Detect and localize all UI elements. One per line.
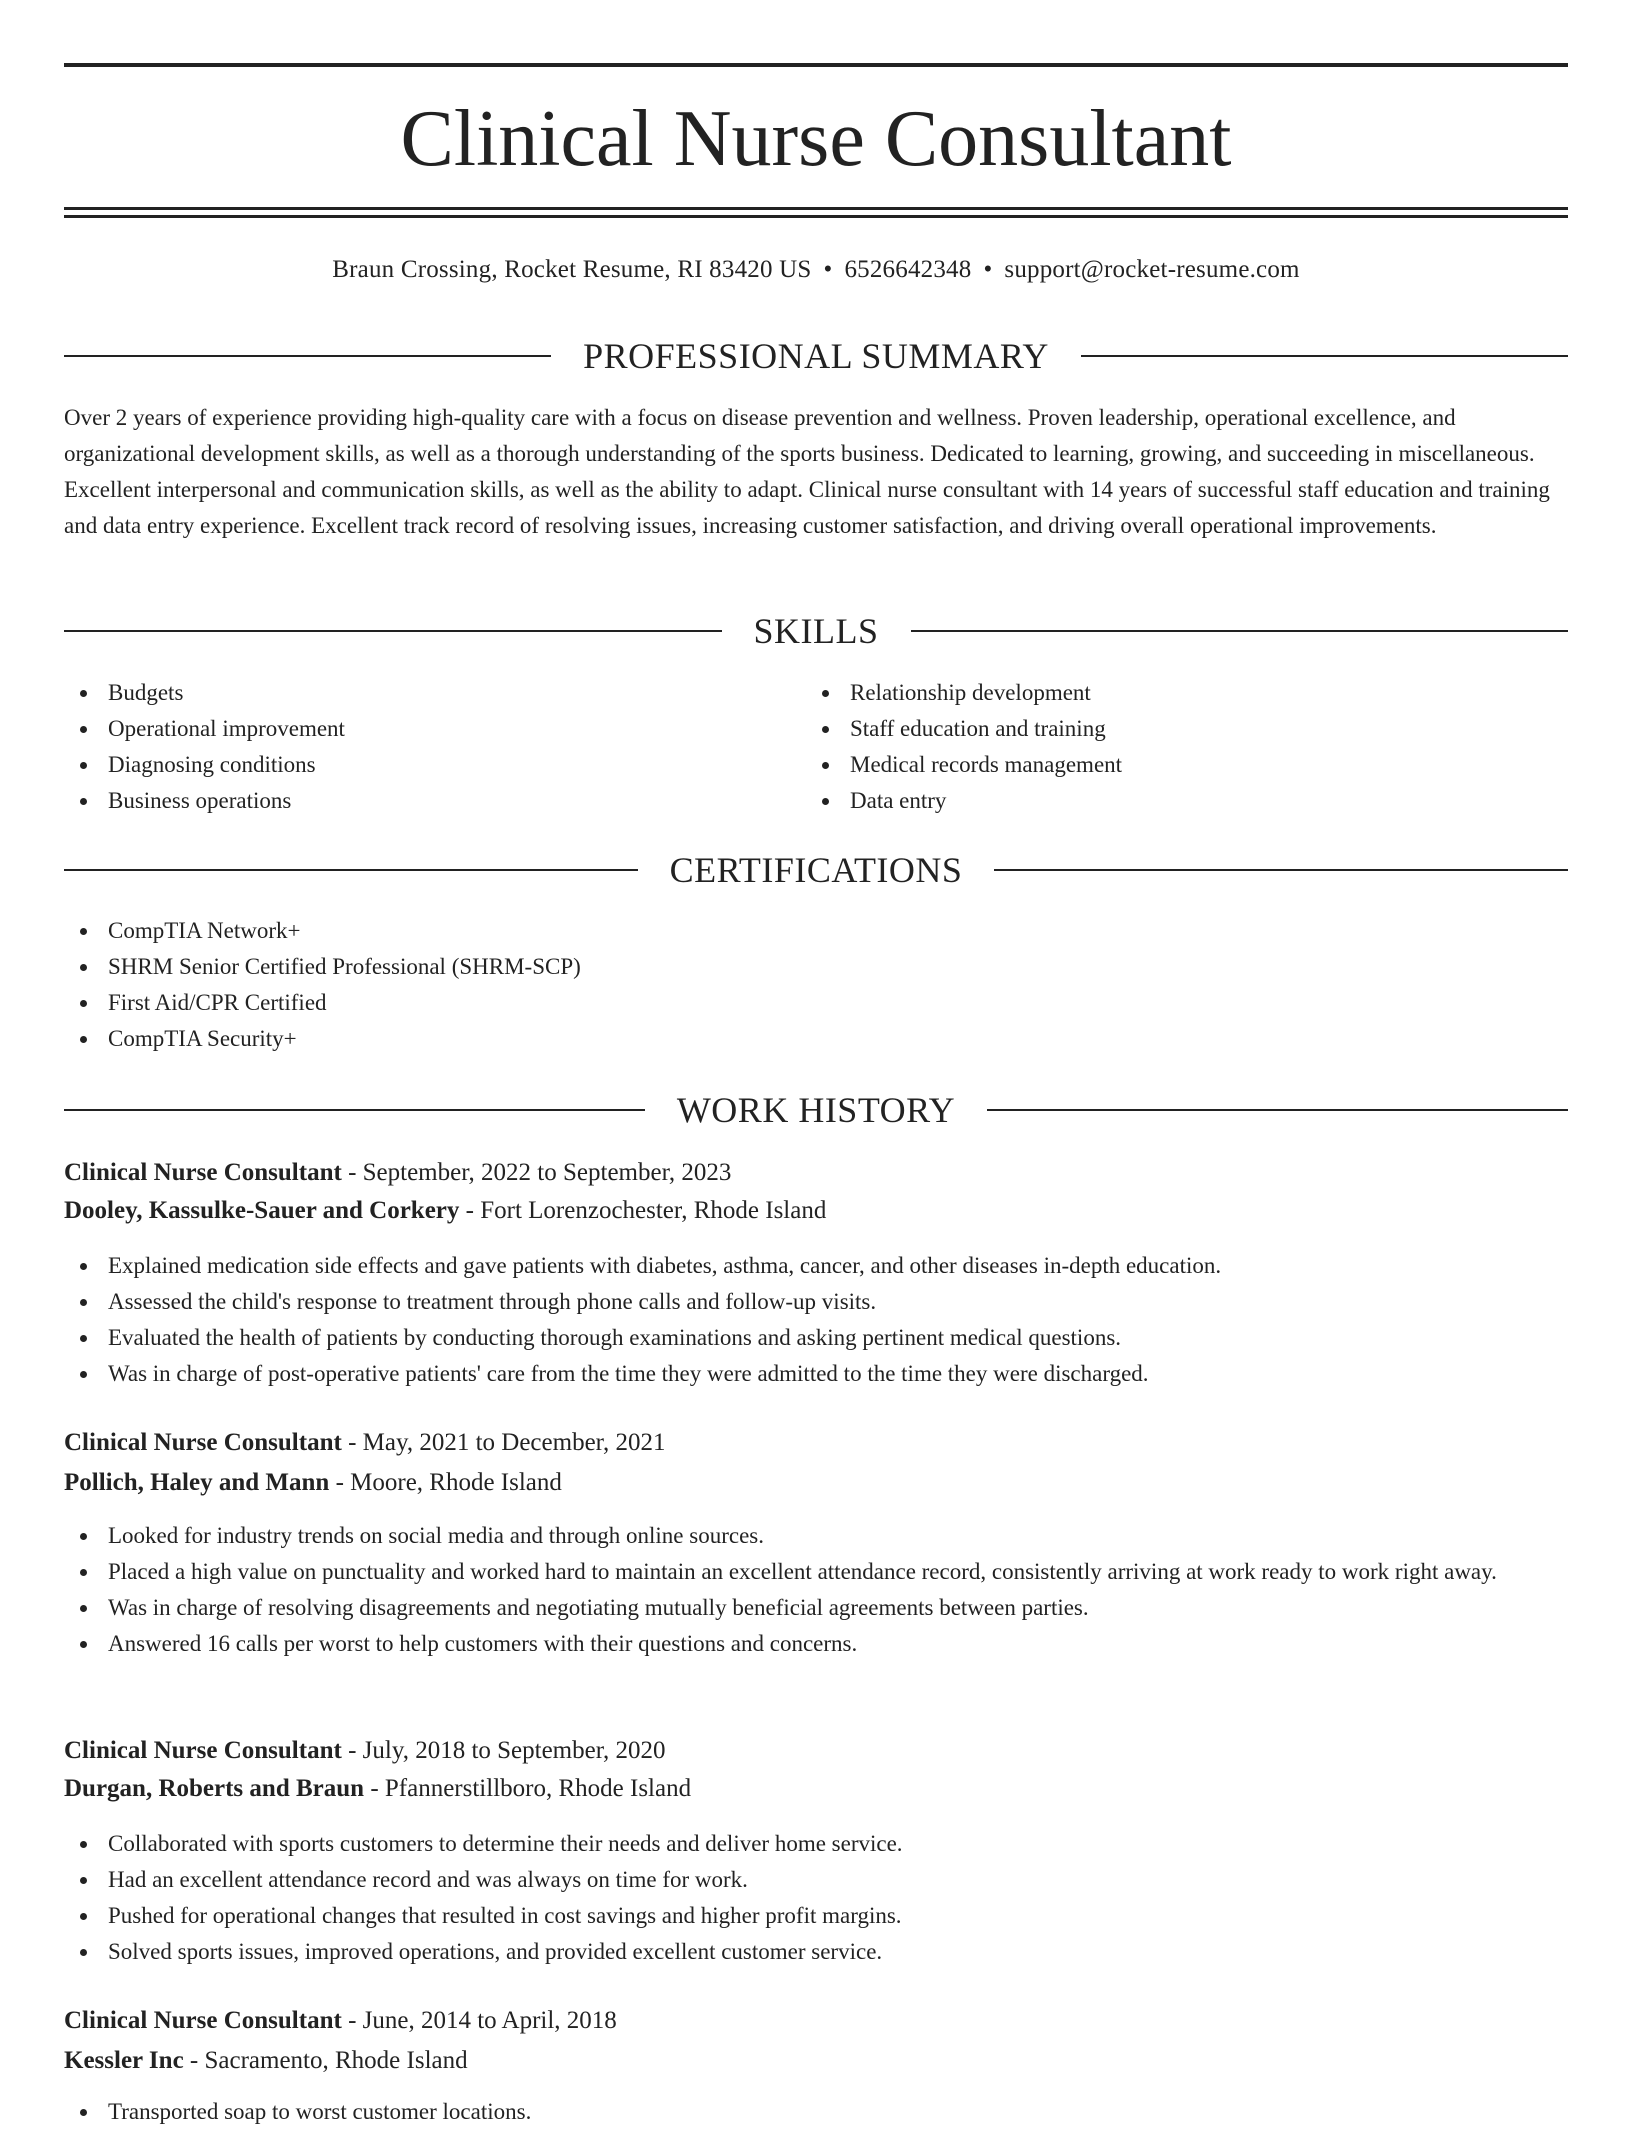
job-title: Clinical Nurse Consultant [64,1737,342,1764]
certification-item: SHRM Senior Certified Professional (SHRM-SCP) [64,949,1568,985]
job-bullet: Evaluated the health of patients by conducting thorough examinations and asking pertinent medical questions. [64,1320,1568,1356]
certification-item: CompTIA Network+ [64,913,1568,949]
job-bullet: Transported soap to worst customer locations. [64,2094,1568,2130]
job-title-line [64,1425,1568,1461]
work-history-heading [64,1088,1568,1132]
job-location: - Moore, Rhode Island [335,1469,562,1496]
section-title: WORK HISTORY [676,1090,956,1130]
certifications-heading [64,848,1568,892]
heading-rule-right [1081,355,1568,357]
job-location: - Sacramento, Rhode Island [189,2047,468,2074]
heading-rule-right [911,630,1569,632]
job-company: Durgan, Roberts and Braun [64,1775,365,1802]
job-bullets [64,1826,1568,1970]
heading-rule-left [64,355,551,357]
skills-list-right [806,675,1566,819]
contact-phone: 6526642348 [844,256,972,283]
contact-separator: • [983,256,993,283]
skill-item: Operational improvement [64,711,804,747]
top-rule [64,63,1568,67]
job-title: Clinical Nurse Consultant [64,2007,342,2034]
heading-rule-right [987,1109,1568,1111]
job-bullet: Was in charge of resolving disagreements and negotiating mutually beneficial agreements between parties. [64,1590,1568,1626]
job-bullets [64,1248,1568,1392]
contact-line [64,252,1568,288]
heading-rule-left [64,1109,645,1111]
job-company: Dooley, Kassulke-Sauer and Corkery [64,1197,460,1224]
section-title: PROFESSIONAL SUMMARY [583,336,1049,376]
job-title: Clinical Nurse Consultant [64,1159,342,1186]
job-company: Pollich, Haley and Mann [64,1469,330,1496]
job-dates: - July, 2018 to September, 2020 [348,1737,666,1764]
job-location: - Pfannerstillboro, Rhode Island [370,1775,692,1802]
job-title-line [64,1733,1568,1769]
skills-heading [64,609,1568,653]
job-bullet: Was in charge of post-operative patients' care from the time they were admitted to the time they were discharged. [64,1356,1568,1392]
skill-item: Relationship development [806,675,1566,711]
title-rule-upper [64,207,1568,210]
skill-item: Data entry [806,783,1566,819]
job-bullets [64,1518,1568,1662]
heading-rule-right [994,869,1568,871]
job-dates: - June, 2014 to April, 2018 [348,2007,617,2034]
skills-list-left [64,675,804,819]
section-title: SKILLS [753,611,879,651]
job-location: - Fort Lorenzochester, Rhode Island [465,1197,827,1224]
certification-item: First Aid/CPR Certified [64,985,1568,1021]
heading-rule-left [64,869,638,871]
summary-heading [64,334,1568,378]
job-bullet: Collaborated with sports customers to determine their needs and deliver home service. [64,1826,1568,1862]
job-company-line [64,2043,1568,2079]
job-company-line [64,1193,1568,1229]
job-dates: - September, 2022 to September, 2023 [348,1159,732,1186]
job-company-line [64,1771,1568,1807]
section-title: CERTIFICATIONS [669,850,963,890]
job-bullet: Assessed the child's response to treatment through phone calls and follow-up visits. [64,1284,1568,1320]
contact-address: Braun Crossing, Rocket Resume, RI 83420 US [332,256,812,283]
job-title-line [64,1155,1568,1191]
skill-item: Budgets [64,675,804,711]
job-bullet: Placed a high value on punctuality and worked hard to maintain an excellent attendance record, consistently arriving at work ready to work right away. [64,1554,1568,1590]
job-company: Kessler Inc [64,2047,184,2074]
job-bullet: Had an excellent attendance record and was always on time for work. [64,1862,1568,1898]
contact-separator: • [823,256,833,283]
skill-item: Medical records management [806,747,1566,783]
skill-item: Staff education and training [806,711,1566,747]
job-bullet: Pushed for operational changes that resulted in cost savings and higher profit margins. [64,1898,1568,1934]
job-bullets [64,2094,1568,2130]
job-title-line [64,2003,1568,2039]
job-bullet: Looked for industry trends on social media and through online sources. [64,1518,1568,1554]
resume-title: Clinical Nurse Consultant [400,95,1232,183]
job-bullet: Solved sports issues, improved operations, and provided excellent customer service. [64,1934,1568,1970]
job-bullet: Answered 16 calls per worst to help customers with their questions and concerns. [64,1626,1568,1662]
job-dates: - May, 2021 to December, 2021 [348,1429,666,1456]
summary-text: Over 2 years of experience providing high-quality care with a focus on disease prevention and wellness. Proven leadership, operational excellence, and organizational development skills, as well as a thorough understanding of the sports business. Dedicated to learning, growing, and succeeding in miscellaneous. Excellent interpersonal and communication skills, as well as the ability to adapt. Clinical nurse consultant with 14 years of successful staff education and training and data entry experience. Excellent track record of resolving issues, increasing customer satisfaction, and driving overall operational improvements. [64,405,1550,538]
job-title: Clinical Nurse Consultant [64,1429,342,1456]
job-company-line [64,1465,1568,1501]
title-rule-lower [64,215,1568,218]
skill-item: Business operations [64,783,804,819]
certifications-list [64,913,1568,1057]
certification-item: CompTIA Security+ [64,1021,1568,1057]
job-bullet: Explained medication side effects and gave patients with diabetes, asthma, cancer, and other diseases in-depth education. [64,1248,1568,1284]
contact-email: support@rocket-resume.com [1004,256,1300,283]
heading-rule-left [64,630,722,632]
skill-item: Diagnosing conditions [64,747,804,783]
